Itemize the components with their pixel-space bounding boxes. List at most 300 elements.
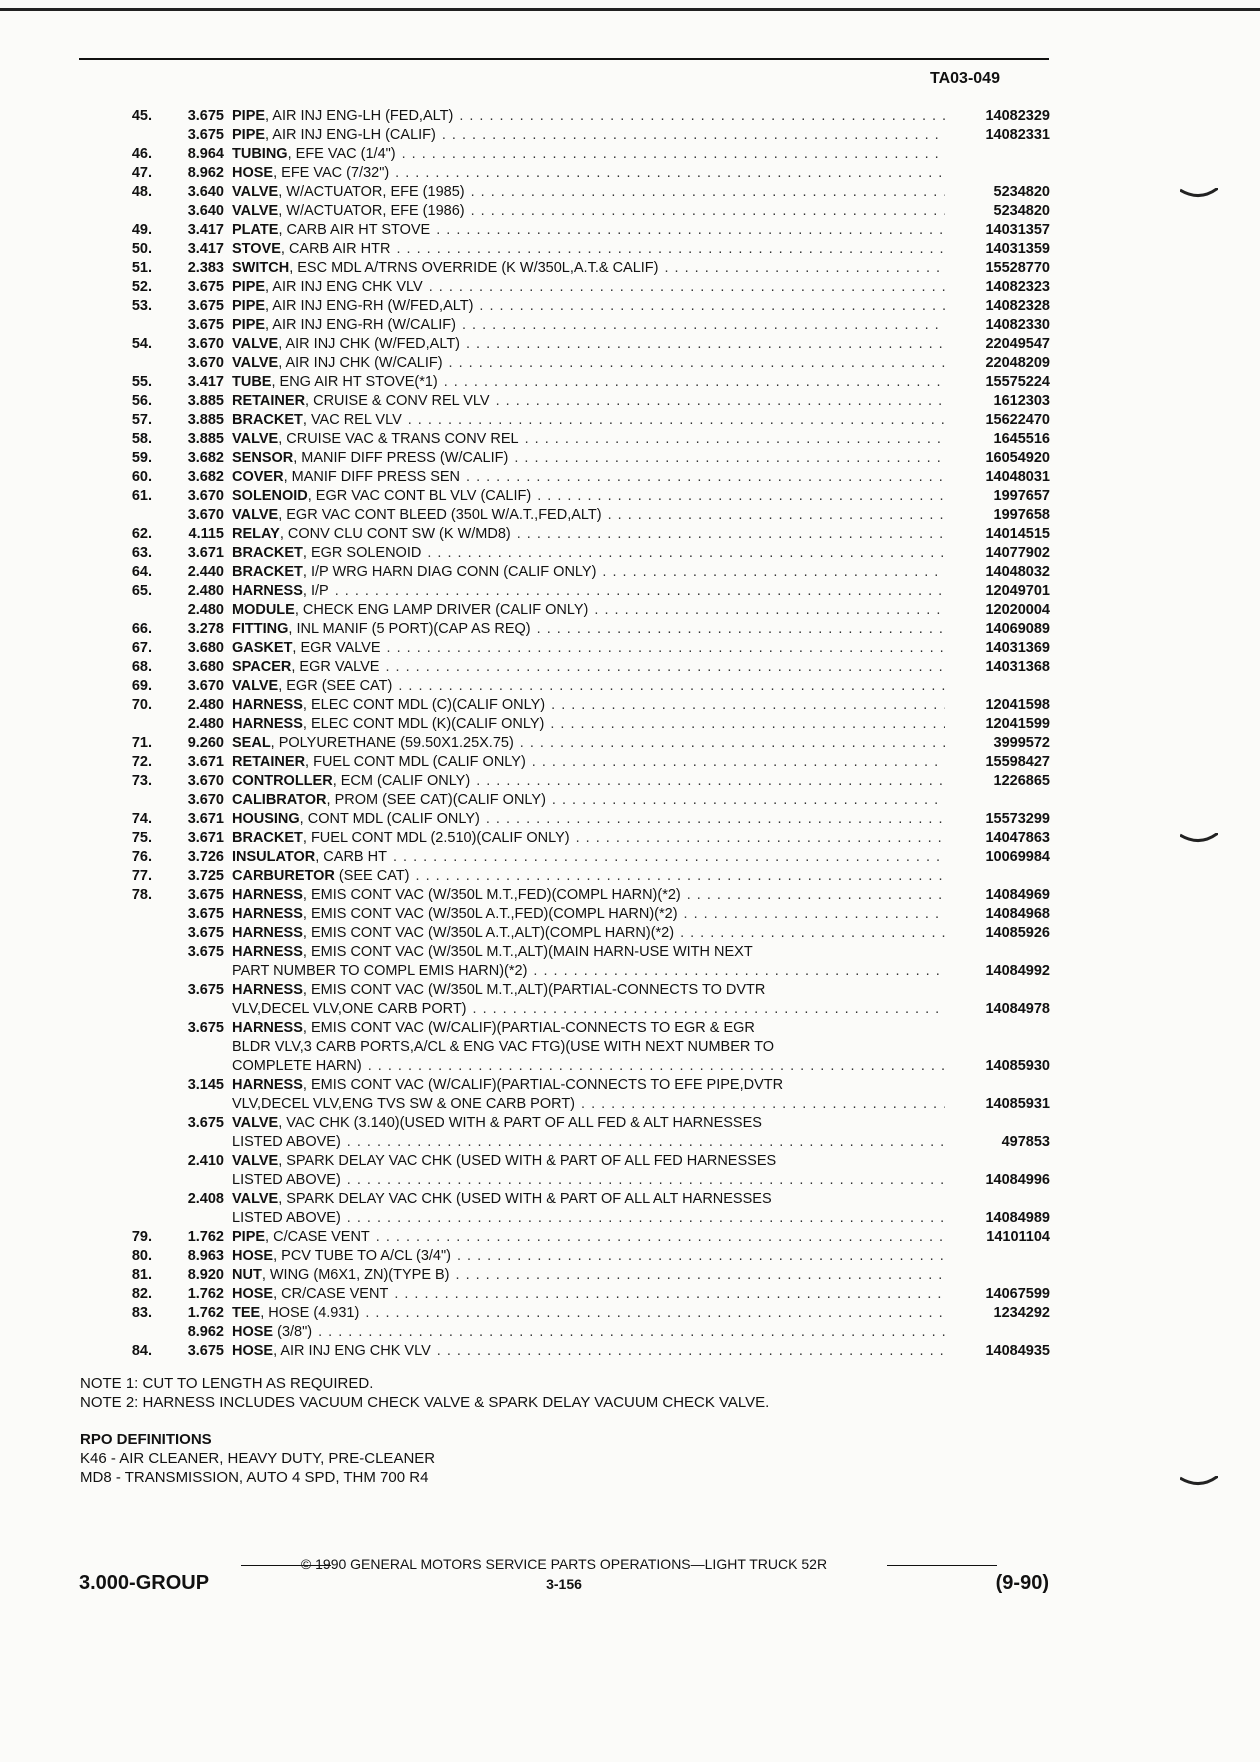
leader-dots [387,848,945,867]
item-number [80,506,160,525]
group-number [160,1209,232,1228]
group-number: 3.680 [187,659,224,675]
group-number: 3.675 [187,298,224,314]
item-number [80,1209,160,1228]
part-name: HOSE [232,1343,274,1359]
parts-row [80,335,1050,354]
notes [80,1374,769,1412]
item-number: 54. [131,336,152,352]
part-number: 14085931 [985,1096,1050,1112]
group-number: 3.671 [187,830,224,846]
group-number: 8.963 [187,1248,224,1264]
leader-dots [438,373,945,392]
parts-row [80,867,1050,886]
parts-row [80,696,1050,715]
parts-row [80,810,1050,829]
leader-dots [388,1285,945,1304]
part-description: , C/CASE VENT [265,1229,370,1245]
group-number: 4.115 [188,526,224,542]
parts-row [80,1285,1050,1304]
group-number: 3.675 [187,108,224,124]
parts-row [80,1038,1050,1057]
leader-dots [402,411,945,430]
parts-row [80,278,1050,297]
item-number: 63. [131,545,152,561]
item-number: 62. [131,526,152,542]
part-number: 14084992 [985,963,1050,979]
part-name: VALVE [232,336,279,352]
leader-dots [545,696,945,715]
leader-dots [511,525,945,544]
part-number: 14101104 [986,1229,1050,1245]
group-number: 3.670 [187,678,224,694]
part-number [945,1247,1050,1266]
leader-dots [527,962,945,981]
parts-row [80,639,1050,658]
parts-row [80,1152,1050,1171]
part-name: HARNESS [232,1077,303,1093]
parts-row [80,145,1050,164]
part-description: , EGR VAC CONT BL VLV (CALIF) [307,488,532,504]
leader-dots [473,297,945,316]
part-number: 12041598 [985,697,1050,713]
part-name: TUBING [232,146,288,162]
part-name: STOVE [232,241,281,257]
part-number [945,1019,1050,1038]
part-description: , AIR INJ ENG-RH (W/CALIF) [265,317,456,333]
leader-dots [678,905,945,924]
part-description: , EGR (SEE CAT) [278,678,393,694]
revision-date: (9-90) [995,1572,1049,1594]
part-number [945,1114,1050,1133]
group-number: 3.675 [187,1020,224,1036]
item-number: 73. [131,773,152,789]
item-number: 70. [131,697,152,713]
part-number: 14031359 [985,241,1050,257]
part-description: , MANIF DIFF PRESS SEN [283,469,461,485]
parts-row [80,221,1050,240]
parts-row [80,1057,1050,1076]
part-description: , WING (M6X1, ZN)(TYPE B) [261,1267,450,1283]
part-name: HARNESS [232,1020,303,1036]
leader-dots [575,1095,945,1114]
leader-dots [379,658,945,677]
parts-row [80,544,1050,563]
part-description: , AIR INJ ENG-LH (CALIF) [265,127,436,143]
part-description: , PROM (SEE CAT)(CALIF ONLY) [326,792,546,808]
part-description: LISTED ABOVE) [232,1172,341,1188]
parts-row [80,297,1050,316]
part-name: NUT [232,1267,262,1283]
parts-row [80,354,1050,373]
part-number: 12049701 [985,583,1050,599]
part-description: , I/P [302,583,329,599]
part-number: 1997658 [993,507,1050,523]
group-number: 3.675 [187,982,224,998]
part-description: , ECM (CALIF ONLY) [332,773,471,789]
part-name: PIPE [232,108,266,124]
part-name: BRACKET [232,412,303,428]
part-name: RELAY [232,526,280,542]
part-description: , AIR INJ ENG CHK VLV [265,279,423,295]
note-2: NOTE 2: HARNESS INCLUDES VACUUM CHECK VALVE & SPARK DELAY VACUUM CHECK VALVE. [80,1394,770,1411]
parts-row [80,582,1050,601]
part-description: LISTED ABOVE) [232,1210,341,1226]
parts-row [80,259,1050,278]
group-number: 2.440 [187,564,224,580]
part-number: 14031368 [985,659,1050,675]
part-name: TUBE [232,374,272,390]
item-number: 77. [131,868,152,884]
group-number: 1.762 [187,1286,224,1302]
parts-row [80,449,1050,468]
part-number: 14085926 [985,925,1050,941]
item-number: 47. [131,165,152,181]
part-description: PART NUMBER TO COMPL EMIS HARN)(*2) [232,963,528,979]
group-number [160,1133,232,1152]
part-description: , AIR INJ CHK (W/FED,ALT) [278,336,460,352]
part-description: , FUEL CONT MDL (2.510)(CALIF ONLY) [302,830,570,846]
group-number [160,1095,232,1114]
group-number: 3.726 [187,849,224,865]
part-name: HOSE [232,1248,274,1264]
group-number [160,1057,232,1076]
item-number [80,1076,160,1095]
leader-dots [514,734,945,753]
part-name: INSULATOR [232,849,316,865]
part-description: , EGR VALVE [291,659,380,675]
parts-row [80,525,1050,544]
part-name: HARNESS [232,583,303,599]
item-number [80,316,160,335]
leader-dots [329,582,945,601]
leader-dots [531,487,945,506]
part-description: , CRUISE VAC & TRANS CONV REL [278,431,519,447]
part-description: (SEE CAT) [334,868,410,884]
parts-row [80,202,1050,221]
leader-dots [453,107,945,126]
part-description: , CARB AIR HT STOVE [278,222,431,238]
group-number: 3.278 [187,621,224,637]
part-number [945,1038,1050,1057]
part-description: , EMIS CONT VAC (W/350L M.T.,FED)(COMPL HARN)(*2) [302,887,681,903]
part-description: , EMIS CONT VAC (W/350L A.T.,ALT)(COMPL HARN)(*2) [302,925,675,941]
part-description: , AIR INJ ENG-LH (FED,ALT) [265,108,454,124]
item-number: 51. [131,260,152,276]
part-number: 15622470 [985,412,1050,428]
copyright: © 1990 GENERAL MOTORS SERVICE PARTS OPERATIONS—LIGHT TRUCK 52R [300,1556,828,1572]
leader-dots [410,867,945,886]
part-name: GASKET [232,640,293,656]
part-name: VALVE [232,1191,279,1207]
part-name: BRACKET [232,545,303,561]
parts-row [80,411,1050,430]
group-number: 3.885 [187,412,224,428]
group-number: 3.675 [187,944,224,960]
item-number: 68. [131,659,152,675]
leader-dots [430,221,945,240]
parts-list [80,107,1050,1361]
leader-dots [570,829,945,848]
part-description: , POLYURETHANE (59.50X1.25X.75) [270,735,514,751]
parts-row [80,468,1050,487]
part-number: 14047863 [985,830,1050,846]
item-number [80,943,160,962]
leader-dots [490,392,945,411]
parts-row [80,658,1050,677]
part-number [945,1076,1050,1095]
item-number [80,924,160,943]
leader-dots [341,1133,945,1152]
part-number: 3999572 [993,735,1050,751]
item-number: 78. [131,887,152,903]
group-number: 3.640 [187,184,224,200]
item-number [80,1019,160,1038]
part-number: 14082329 [985,108,1050,124]
binding-mark-icon [1180,1476,1218,1488]
group-number: 3.725 [187,868,224,884]
group-number: 3.671 [187,754,224,770]
rpo-heading: RPO DEFINITIONS [80,1431,212,1448]
part-description: COMPLETE HARN) [232,1058,362,1074]
part-description: , EFE VAC (1/4") [287,146,396,162]
part-name: HARNESS [232,697,303,713]
parts-row [80,1019,1050,1038]
leader-dots [526,753,945,772]
part-description: , AIR INJ ENG CHK VLV [273,1343,431,1359]
leader-dots [396,145,945,164]
item-number: 55. [131,374,152,390]
part-description: , AIR INJ CHK (W/CALIF) [278,355,443,371]
group-number: 2.480 [187,697,224,713]
group-number [160,1000,232,1019]
part-number: 14031369 [985,640,1050,656]
part-number: 5234820 [993,184,1050,200]
part-description: BLDR VLV,3 CARB PORTS,A/CL & ENG VAC FTG)(USE WITH NEXT NUMBER TO [232,1039,774,1055]
part-number: 15528770 [985,260,1050,276]
leader-dots [465,202,945,221]
item-number: 76. [131,849,152,865]
part-number: 12020004 [985,602,1050,618]
part-name: VALVE [232,1153,279,1169]
item-number: 67. [131,640,152,656]
parts-row [80,848,1050,867]
part-description: , HOSE (4.931) [260,1305,360,1321]
part-number: 14085930 [985,1058,1050,1074]
leader-dots [362,1057,945,1076]
item-number: 49. [131,222,152,238]
leader-dots [681,886,945,905]
item-number: 48. [131,184,152,200]
parts-row [80,1209,1050,1228]
part-name: VALVE [232,678,279,694]
part-description: , VAC REL VLV [302,412,402,428]
group-number: 3.670 [187,507,224,523]
part-number [945,1190,1050,1209]
part-name: HOUSING [232,811,300,827]
leader-dots [341,1209,945,1228]
part-description: , CONV CLU CONT SW (K W/MD8) [279,526,511,542]
part-description: , PCV TUBE TO A/CL (3/4") [273,1248,451,1264]
part-number [945,867,1050,886]
group-number: 3.675 [187,1343,224,1359]
part-name: HOSE [232,1286,274,1302]
part-name: TEE [232,1305,261,1321]
parts-row [80,1190,1050,1209]
part-number: 14084968 [985,906,1050,922]
item-number: 61. [131,488,152,504]
part-name: RETAINER [232,393,306,409]
parts-row [80,183,1050,202]
part-name: CALIBRATOR [232,792,327,808]
part-name: HARNESS [232,716,303,732]
leader-dots [588,601,945,620]
parts-row [80,487,1050,506]
part-description: , EMIS CONT VAC (W/CALIF)(PARTIAL-CONNECTS TO EFE PIPE,DVTR [302,1077,784,1093]
part-number: 14048032 [985,564,1050,580]
part-name: PIPE [232,279,266,295]
group-number: 2.480 [187,583,224,599]
parts-row [80,1114,1050,1133]
item-number [80,981,160,1000]
group-number: 3.885 [187,393,224,409]
part-description: , CHECK ENG LAMP DRIVER (CALIF ONLY) [294,602,589,618]
part-number: 12041599 [985,716,1050,732]
item-number: 52. [131,279,152,295]
part-name: HARNESS [232,944,303,960]
item-number [80,1323,160,1342]
leader-dots [519,430,945,449]
item-number: 57. [131,412,152,428]
part-description: , INL MANIF (5 PORT)(CAP AS REQ) [288,621,531,637]
group-number: 3.670 [187,355,224,371]
leader-dots [341,1171,945,1190]
part-number [945,1152,1050,1171]
leader-dots [465,183,945,202]
group-number: 3.680 [187,640,224,656]
group-number: 3.675 [187,1115,224,1131]
item-number: 80. [131,1248,152,1264]
parts-row [80,1304,1050,1323]
part-description: , AIR INJ ENG-RH (W/FED,ALT) [265,298,474,314]
leader-dots [450,1266,945,1285]
parts-row [80,943,1050,962]
part-number: 14082331 [985,127,1050,143]
part-description: , EMIS CONT VAC (W/350L M.T.,ALT)(PARTIAL-CONNECTS TO DVTR [302,982,766,998]
group-number: 3.671 [187,811,224,827]
parts-row [80,240,1050,259]
item-number: 81. [131,1267,152,1283]
part-name: HARNESS [232,982,303,998]
item-number [80,1133,160,1152]
part-number: 10069984 [985,849,1050,865]
reference-code: TA03-049 [930,70,1000,87]
part-name: HARNESS [232,887,303,903]
part-number: 1612303 [993,393,1050,409]
parts-row [80,886,1050,905]
rpo-item: K46 - AIR CLEANER, HEAVY DUTY, PRE-CLEANER [80,1450,436,1467]
item-number: 50. [131,241,152,257]
group-number: 8.962 [187,1324,224,1340]
leader-dots [392,677,945,696]
part-number: 16054920 [985,450,1050,466]
group-number: 8.920 [187,1267,224,1283]
part-name: HARNESS [232,925,303,941]
part-name: VALVE [232,184,279,200]
part-name: HOSE [232,1324,274,1340]
part-name: BRACKET [232,830,303,846]
part-number: 22048209 [985,355,1050,371]
part-name: SOLENOID [232,488,308,504]
group-number: 3.670 [187,773,224,789]
item-number: 59. [131,450,152,466]
parts-row [80,677,1050,696]
part-name: CARBURETOR [232,868,335,884]
footer-rule-right [887,1565,997,1566]
item-number [80,962,160,981]
part-description: , EFE VAC (7/32") [273,165,390,181]
item-number [80,1057,160,1076]
parts-row [80,601,1050,620]
leader-dots [602,506,945,525]
part-description: , FUEL CONT MDL (CALIF ONLY) [305,754,526,770]
leader-dots [460,468,945,487]
leader-dots [546,791,945,810]
leader-dots [370,1228,945,1247]
leader-dots [508,449,945,468]
part-name: PIPE [232,298,266,314]
item-number [80,1171,160,1190]
item-number: 64. [131,564,152,580]
item-number: 65. [131,583,152,599]
item-number: 79. [131,1229,152,1245]
parts-row [80,430,1050,449]
leader-dots [658,259,945,278]
leader-dots [436,126,945,145]
group-number: 3.675 [187,127,224,143]
leader-dots [531,620,945,639]
part-description: , CARB AIR HTR [280,241,391,257]
parts-row [80,1133,1050,1152]
part-number: 14067599 [985,1286,1050,1302]
leader-dots [544,715,945,734]
parts-row [80,924,1050,943]
part-description: , VAC CHK (3.140)(USED WITH & PART OF ALL FED & ALT HARNESSES [278,1115,762,1131]
part-name: PIPE [232,127,266,143]
parts-row [80,1342,1050,1361]
group-number: 3.670 [187,792,224,808]
part-description: , ELEC CONT MDL (C)(CALIF ONLY) [302,697,546,713]
parts-row [80,373,1050,392]
binding-mark-icon [1180,833,1218,845]
footer-group: 3.000-GROUP [79,1572,210,1594]
leader-dots [470,772,945,791]
item-number: 45. [131,108,152,124]
part-number: 1234292 [993,1305,1050,1321]
part-number: 14082328 [985,298,1050,314]
part-number [945,1266,1050,1285]
item-number [80,905,160,924]
parts-row [80,1228,1050,1247]
item-number: 66. [131,621,152,637]
part-description: , W/ACTUATOR, EFE (1985) [278,184,465,200]
parts-row [80,734,1050,753]
part-number: 1226865 [993,773,1050,789]
part-number [945,164,1050,183]
group-number: 3.675 [187,279,224,295]
part-description: , EMIS CONT VAC (W/350L A.T.,FED)(COMPL HARN)(*2) [302,906,678,922]
parts-row [80,962,1050,981]
